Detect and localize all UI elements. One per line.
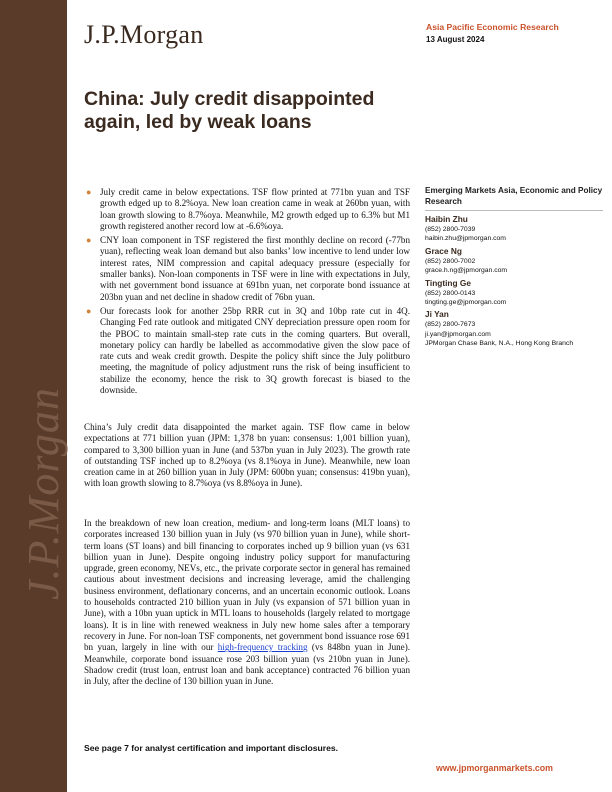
- report-series: Asia Pacific Economic Research: [426, 22, 559, 32]
- author-phone: (852) 2800-7673: [425, 321, 476, 329]
- report-date: 13 August 2024: [426, 35, 485, 44]
- website-link[interactable]: www.jpmorganmarkets.com: [436, 763, 553, 773]
- author-block: [425, 214, 603, 244]
- team-name: Emerging Markets Asia, Economic and Policy Research: [425, 186, 603, 211]
- body-paragraph: [84, 518, 410, 687]
- author-email[interactable]: grace.h.ng@jpmorgan.com: [425, 267, 508, 275]
- key-point-text: July credit came in below expectations. TSF flow printed at 771bn yuan and TSF growth edged up to 8.2%oya. New loan creation came in weak at 260bn yuan, with loan growth slowing to 8.7%oya. Meanwhile, M2 growth edged up to 6.3% but M1 growth registered another record low at -6.6%oya.: [100, 187, 410, 231]
- brand-sidebar: [0, 0, 67, 792]
- bullet-icon: ●: [86, 235, 92, 246]
- author-name: Ji Yan: [425, 309, 449, 320]
- report-title: China: July credit disappointed again, led by weak loans: [84, 88, 375, 133]
- watermark-logo: J.P.Morgan: [19, 387, 68, 600]
- key-point-text: Our forecasts look for another 25bp RRR cut in 3Q and 10bp rate cut in 4Q. Changing Fed rate outlook and mitigated CNY depreciation pressure open room for the PBOC to maintain small-step rate cuts in the coming quarters. But overall, monetary policy can hardly be labelled as accommodative given the slow pace of rate cuts and weak credit growth. Despite the policy shift since the July politburo meeting, the magnitude of policy adjustment runs the risk of being insufficient to stabilize the economy, hence the risk to 3Q growth forecast is biased to the downside.: [100, 305, 410, 396]
- key-point: [84, 306, 410, 396]
- company-logo: J.P.Morgan: [84, 20, 204, 49]
- author-block: [425, 278, 603, 308]
- author-name: Grace Ng: [425, 245, 462, 256]
- author-email[interactable]: tingting.ge@jpmorgan.com: [425, 299, 507, 307]
- key-point: [84, 187, 410, 232]
- body-paragraph: China’s July credit data disappointed the market again. TSF flow came in below expectations at 771 billion yuan (JPM: 1,378 bn yuan: consensus: 1,001 billion yuan), compared to 3,300 billion yuan in June (and 537bn yuan in July 2023). The growth rate of outstanding TSF inched up to 8.2%oya (vs 8.1%oya in June). Meanwhile, new loan creation came in at 260 billion yuan in July (JPM: 600bn yuan; consensus: 419bn yuan), with loan growth slowing to 8.7%oya (vs 8.8%oya in June).: [84, 422, 410, 489]
- author-email[interactable]: ji.yan@jpmorgan.com: [425, 330, 491, 338]
- author-phone: (852) 2800-7002: [425, 257, 476, 265]
- key-point: [84, 235, 410, 303]
- author-organization: JPMorgan Chase Bank, N.A., Hong Kong Branch: [425, 340, 574, 348]
- author-phone: (852) 2800-0143: [425, 289, 476, 297]
- author-phone: (852) 2800-7039: [425, 226, 476, 233]
- author-panel: [425, 186, 603, 351]
- key-points-list: [84, 187, 410, 399]
- author-block: [425, 309, 603, 348]
- bullet-icon: ●: [86, 187, 92, 197]
- author-name: Tingting Ge: [425, 277, 471, 288]
- key-point-text: CNY loan component in TSF registered the first monthly decline on record (-77bn yuan), reflecting weak loan demand but also banks’ low incentive to lend under low interest rates, NIM compression and capital adequacy pressure (especially for smaller banks). Non-loan components in TSF were in line with expectations in July, with net government bond issuance at 691bn yuan, net corporate bond issuance at 203bn yuan and net decline in shadow credit of 76bn yuan.: [100, 235, 410, 302]
- bullet-icon: ●: [86, 305, 92, 316]
- body-text: In the breakdown of new loan creation, medium- and long-term loans (MLT loans) to corporates increased 130 billion yuan in July (vs 970 billion yuan in June), while short-term loans (ST loans) and bill financing to corporates inched up 9 billion yuan (vs 631 billion yuan in June). Despite ongoing industry policy support for manufacturing upgrade, green economy, NEVs, etc., the private corporate sector in general has remained cautious about investment decisions and increasing leverage, amid the challenging business environment, deflationary concerns, and an uncertain economic outlook. Loans to households contracted 210 billion yuan in July (vs expansion of 571 billion yuan in June), with a 10bn yuan uptick in MTL loans to households (largely related to mortgage loans). It is in line with renewed weakness in July new home sales after a temporary recovery in June. For non-loan TSF components, net government bond issuance rose 691 bn yuan, largely in line with our: [84, 518, 410, 653]
- body-text: (vs 848bn yuan in June). Meanwhile, corporate bond issuance rose 203 billion yuan (vs 210bn yuan in June). Shadow credit (trust loan, entrust loan and bank acceptance) contracted 76 billion yuan in July, after the decline of 130 billion yuan in June.: [84, 642, 411, 687]
- author-block: [425, 246, 603, 276]
- author-email[interactable]: haibin.zhu@jpmorgan.com: [425, 235, 506, 243]
- disclosure-note: See page 7 for analyst certification and important disclosures.: [84, 743, 339, 753]
- high-frequency-tracking-link[interactable]: high-frequency tracking: [217, 642, 308, 653]
- author-name: Haibin Zhu: [425, 214, 468, 224]
